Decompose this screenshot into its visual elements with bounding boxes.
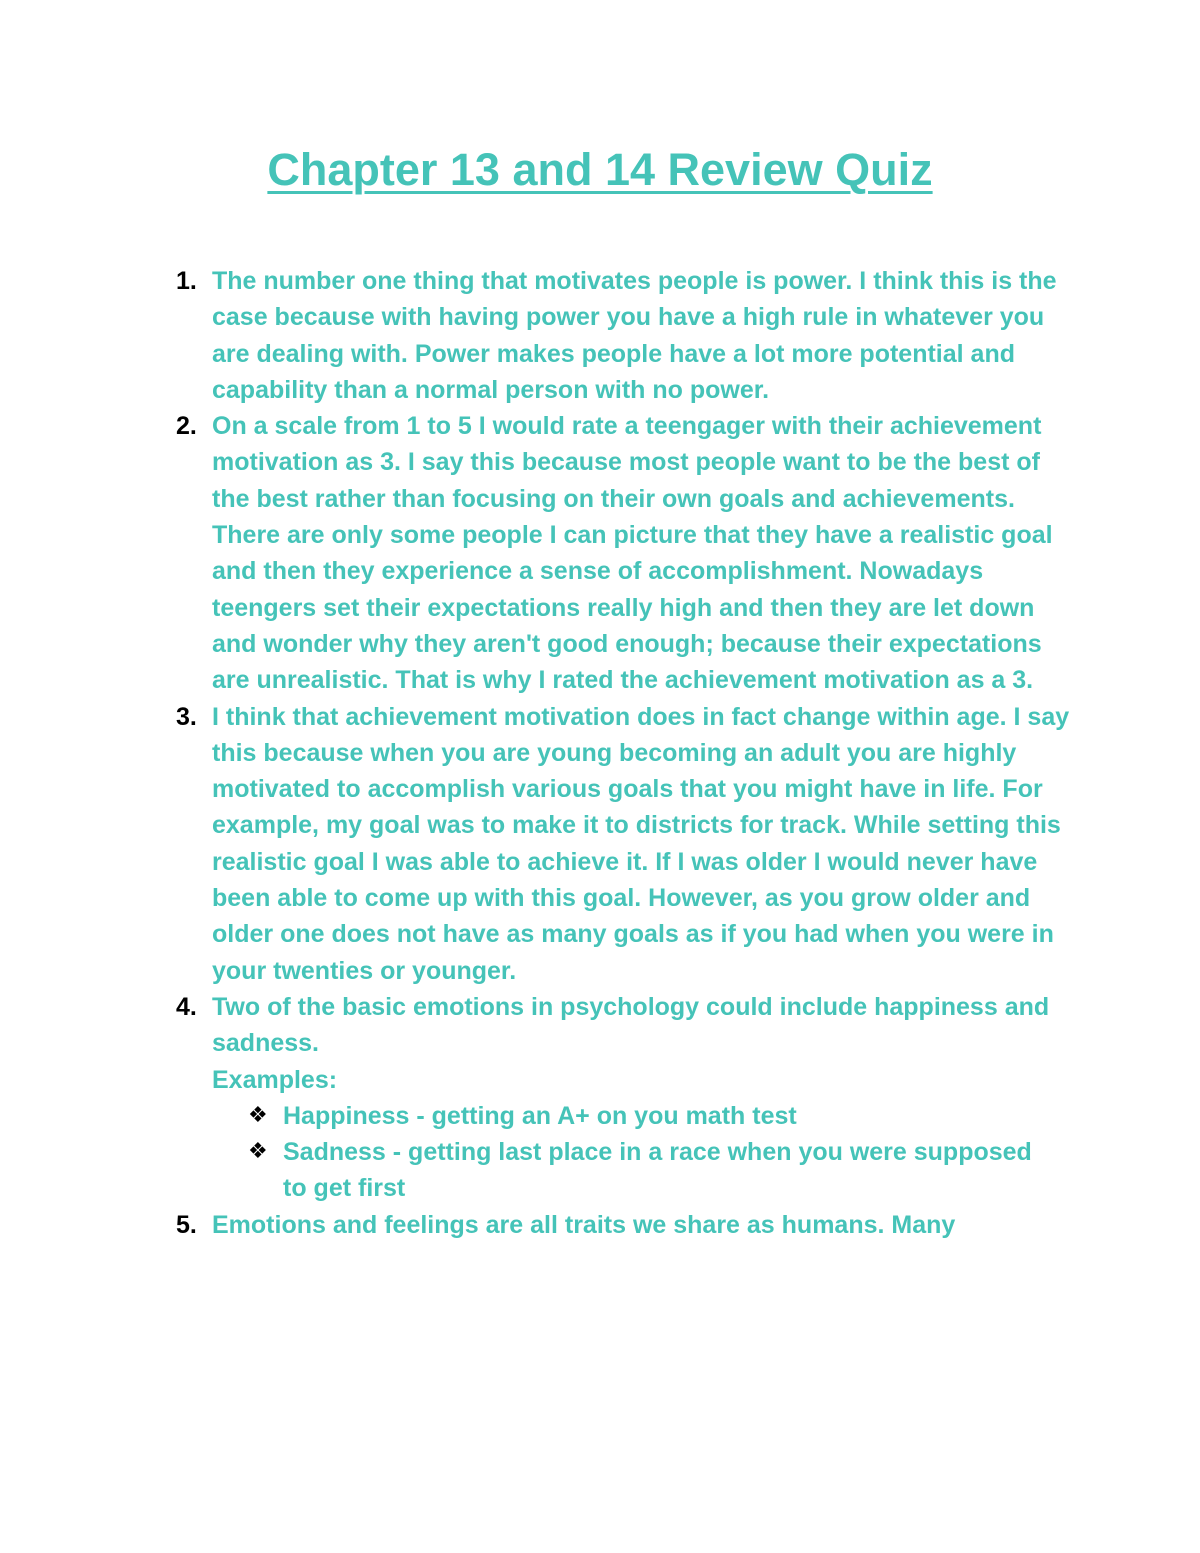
diamond-bullet-icon: ❖ bbox=[248, 1102, 268, 1128]
item-text: The number one thing that motivates people is power. I think this is the case because with having power you have a high rule in whatever you are dealing with. Power makes people have a lot more potential and capability than a normal person with no power. bbox=[212, 267, 1057, 404]
list-item bbox=[0, 989, 1072, 1207]
list-item bbox=[0, 408, 1072, 698]
diamond-bullet-icon: ❖ bbox=[248, 1139, 268, 1165]
examples-label: Examples: bbox=[212, 1065, 338, 1094]
item-number: 1. bbox=[176, 267, 197, 295]
answer-list bbox=[0, 263, 1072, 1243]
page-title: Chapter 13 and 14 Review Quiz bbox=[267, 144, 933, 195]
example-item bbox=[212, 1134, 1043, 1207]
item-text: Emotions and feelings are all traits we share as humans. Many bbox=[212, 1210, 956, 1239]
list-item bbox=[0, 1207, 1072, 1243]
example-item bbox=[212, 1098, 1043, 1134]
example-text: Sadness - getting last place in a race when you were supposed to get first bbox=[283, 1138, 1032, 1203]
item-number: 4. bbox=[176, 992, 197, 1021]
item-number: 2. bbox=[176, 412, 197, 441]
list-item bbox=[0, 263, 1072, 408]
item-number: 5. bbox=[176, 1210, 197, 1239]
examples-list bbox=[212, 1098, 1072, 1207]
example-text: Happiness - getting an A+ on you math test bbox=[283, 1101, 797, 1130]
item-text: Two of the basic emotions in psychology could include happiness and sadness. bbox=[212, 992, 1050, 1058]
item-text: On a scale from 1 to 5 I would rate a teengager with their achievement motivation as 3. I say this because most people want to be the best of the best rather than focusing on their own goals and achievements. There are only some people I can picture that they have a realistic goal and then they experience a sense of accomplishment. Nowadays teengers set their expectations really high and then they are let down and wonder why they aren't good enough; because their expectations are unrealistic. That is why I rated the achievement motivation as a 3. bbox=[212, 412, 1053, 695]
list-item bbox=[0, 699, 1072, 989]
item-number: 3. bbox=[176, 702, 197, 731]
item-text: I think that achievement motivation does in fact change within age. I say this because when you are young becoming an adult you are highly motivated to accomplish various goals that you might have in life. For example, my goal was to make it to districts for track. While setting this realistic goal I was able to achieve it. If I was older I would never have been able to come up with this goal. However, as you grow older and older one does not have as many goals as if you had when you were in your twenties or younger. bbox=[212, 702, 1070, 985]
